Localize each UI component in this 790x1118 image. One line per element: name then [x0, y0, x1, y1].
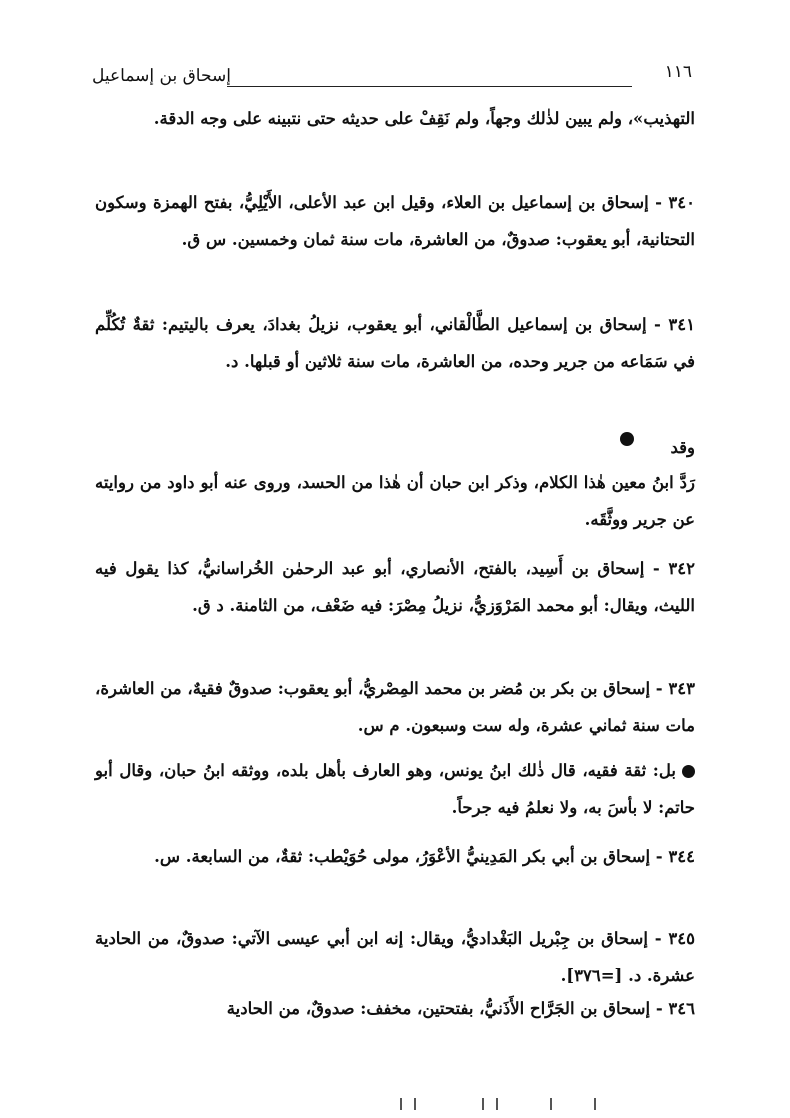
entry-341: ٣٤١ - إسحاق بن إسماعيل الطَّالْقاني، أبو يعقوب، نزيلُ بغدادَ، يعرف باليتيم: ثقةٌ تُكُلِّم في سَمَاعه من جرير وحده، من العاشرة، مات سنة ثلاثين أو قبلها. د. [95, 315, 695, 371]
comment-label: وقد [670, 438, 695, 457]
paragraph-continuation: التهذيب»، ولم يبين لذٰلك وجهاً، ولم نَقِفْ على حديثه حتى نتبينه على وجه الدقة. [153, 109, 695, 128]
bullet-icon [620, 432, 634, 446]
scan-edge-marks [400, 1098, 600, 1112]
entry-345: ٣٤٥ - إسحاق بن جِبْريل البَغْداديُّ، ويقال: إنه ابن أبي عيسى الآتي: صدوقٌ، من الحادية عشرة. د. [=٣٧٦]. [95, 929, 695, 985]
running-header [92, 60, 692, 92]
entry-342: ٣٤٢ - إسحاق بن أَسِيد، بالفتح، الأنصاري، أبو عبد الرحمٰن الخُراسانيُّ، كذا يقول فيه الليث، ويقال: أبو محمد المَرْوَزيُّ، نزيلُ مِصْرَ: فيه ضَعْف، من الثامنة. د ق. [95, 559, 695, 615]
entry-343: ٣٤٣ - إسحاق بن بكر بن مُضر بن محمد المِصْريُّ، أبو يعقوب: صدوقٌ فقيهٌ، من العاشرة، مات سنة ثماني عشرة، وله ست وسبعون. م س. [95, 679, 695, 735]
comment-343 [95, 752, 695, 826]
page-number: ١١٦ [664, 62, 692, 82]
running-title: إسحاق بن إسماعيل [92, 66, 231, 86]
comment-341: رَدَّ ابنُ معين هٰذا الكلام، وذكر ابن حبان أن هٰذا من الحسد، وروى عنه أبو داود من روايته عن جرير ووثَّقَه. [95, 473, 695, 529]
entry-344: ٣٤٤ - إسحاق بن أبي بكر المَدِينيُّ الأعْوَرُ، مولى حُوَيْطب: ثقةٌ، من السابعة. س. [154, 847, 695, 866]
header-rule [227, 86, 632, 87]
bullet-icon [682, 765, 695, 778]
comment-343-text: بل: ثقة فقيه، قال ذٰلك ابنُ يونس، وهو العارف بأهل بلده، ووثقه ابنُ حبان، وقال أبو حاتم: لا بأسَ به، ولا نعلمُ فيه جرحاً. [95, 761, 695, 817]
entry-340: ٣٤٠ - إسحاق بن إسماعيل بن العلاء، وقيل ابن عبد الأعلى، الأَيْلِيُّ، بفتح الهمزة وسكون التحتانية، أبو يعقوب: صدوقٌ، من العاشرة، مات سنة ثمان وخمسين. س ق. [95, 193, 695, 249]
entry-346: ٣٤٦ - إسحاق بن الجَرَّاح الأَذَنيُّ، بفتحتين، مخفف: صدوقٌ، من الحادية [226, 999, 695, 1018]
